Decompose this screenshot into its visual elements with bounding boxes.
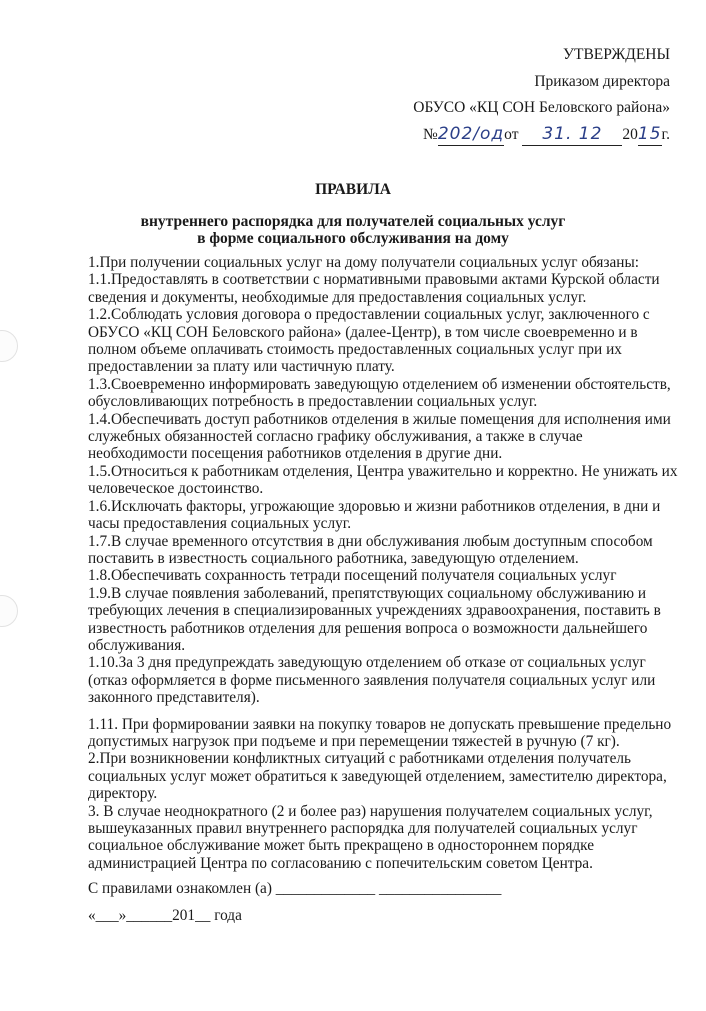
number-prefix: № [423, 126, 438, 143]
rule-paragraph: 1.7.В случае временного отсутствия в дни обслуживания любым доступным способом поставить в известность социального работника, заведующую отделением. [88, 532, 653, 567]
rule-paragraph: 1.2.Соблюдать условия договора о предоставлении социальных услуг, заключенного с ОБУСО «КЦ СОН Беловского района» (далее-Центр), в том числе своевременно и в полном объеме оплачивать стоимость предоставленных социальных услуг при их предоставлении за плату или частичную плату. [88, 306, 650, 376]
paragraph-gap [88, 707, 678, 716]
rule-paragraph: 1.При получении социальных услуг на дому получатели социальных услуг обязаны: [88, 254, 640, 271]
document-subtitle-line-2: в форме социального обслуживания на дому [197, 230, 509, 247]
rule-paragraph: 1.6.Исключать факторы, угрожающие здоровью и жизни работников отделения, в дни и часы предоставления социальных услуг. [88, 497, 661, 533]
year-end: г. [661, 126, 670, 143]
rule-paragraph: 1.4.Обеспечивать доступ работников отделения в жилые помещения для исполнения ими служебных обязанностей согласно графику обслуживания, а также в случае необходимости посещения работников отделения в другие дни. [88, 410, 671, 463]
rule-paragraph: 1.5.Относиться к работникам отделения, Центра уважительно и корректно. Не унижать их человеческое достоинство. [88, 462, 678, 498]
approval-heading: УТВЕРЖДЕНЫ [563, 46, 670, 63]
rule-paragraph: 1.3.Своевременно информировать заведующую отделением об изменении обстоятельств, обусловливающих потребность в предоставлении социальных услуг. [88, 375, 671, 411]
rule-paragraph: 3. В случае неоднократного (2 и более раз) нарушения получателем социальных услуг, вышеуказанных правил внутреннего распорядка для получателей социальных услуг социальное обслуживание может быть прекращено в одностороннем порядке администрацией Центра по согласованию с попечительским советом Центра. [88, 802, 653, 872]
rule-paragraph: 1.1.Предоставлять в соответствии с нормативными правовыми актами Курской области сведения и документы, необходимые для предоставления социальных услуг. [88, 271, 660, 306]
rule-paragraph: 1.10.За 3 дня предупреждать заведующую отделением об отказе от социальных услуг (отказ оформляется в форме письменного заявления получателя социальных услуг или законного представителя). [88, 654, 656, 707]
rules-body [88, 254, 678, 872]
punch-hole-mark [0, 595, 18, 627]
approval-number-date [423, 124, 670, 146]
document-subtitle-line-1: внутреннего распорядка для получателей социальных услуг [140, 213, 566, 230]
document-title: ПРАВИЛА [315, 181, 391, 198]
order-number-handwritten: 202/од [437, 124, 505, 144]
rule-paragraph: 2.При возникновении конфликтных ситуаций с работниками отделения получатель социальных услуг может обратиться к заведующей отделением, заместителю директора, директору. [88, 750, 667, 803]
acquaintance-signature-line: С правилами ознакомлен (а) _____________ ________________ [88, 880, 502, 897]
signature-date-line: «___»______201__ года [88, 907, 242, 924]
rule-paragraph: 1.9.В случае появления заболеваний, препятствующих социальному обслуживанию и требующих лечения в специализированных учреждениях здравоохранения, поставить в известность работников отделения для решения вопроса о возможности дальнейшего обслуживания. [88, 584, 661, 654]
approval-organization: ОБУСО «КЦ СОН Беловского района» [413, 99, 670, 116]
order-date-handwritten: 31. 12 [522, 124, 622, 146]
year-prefix: 20 [622, 126, 638, 143]
rule-paragraph: 1.11. При формировании заявки на покупку товаров не допускать превышение предельно допустимых нагрузок при подъеме и при перемещении тяжестей в ручную (7 кг). [88, 715, 672, 750]
approval-order-line: Приказом директора [534, 73, 670, 90]
rule-paragraph: 1.8.Обеспечивать сохранность тетради посещений получателя социальных услуг [88, 567, 617, 585]
order-year-handwritten: 15 [637, 124, 662, 144]
punch-hole-mark [0, 330, 18, 362]
date-from-label: от [504, 126, 519, 143]
